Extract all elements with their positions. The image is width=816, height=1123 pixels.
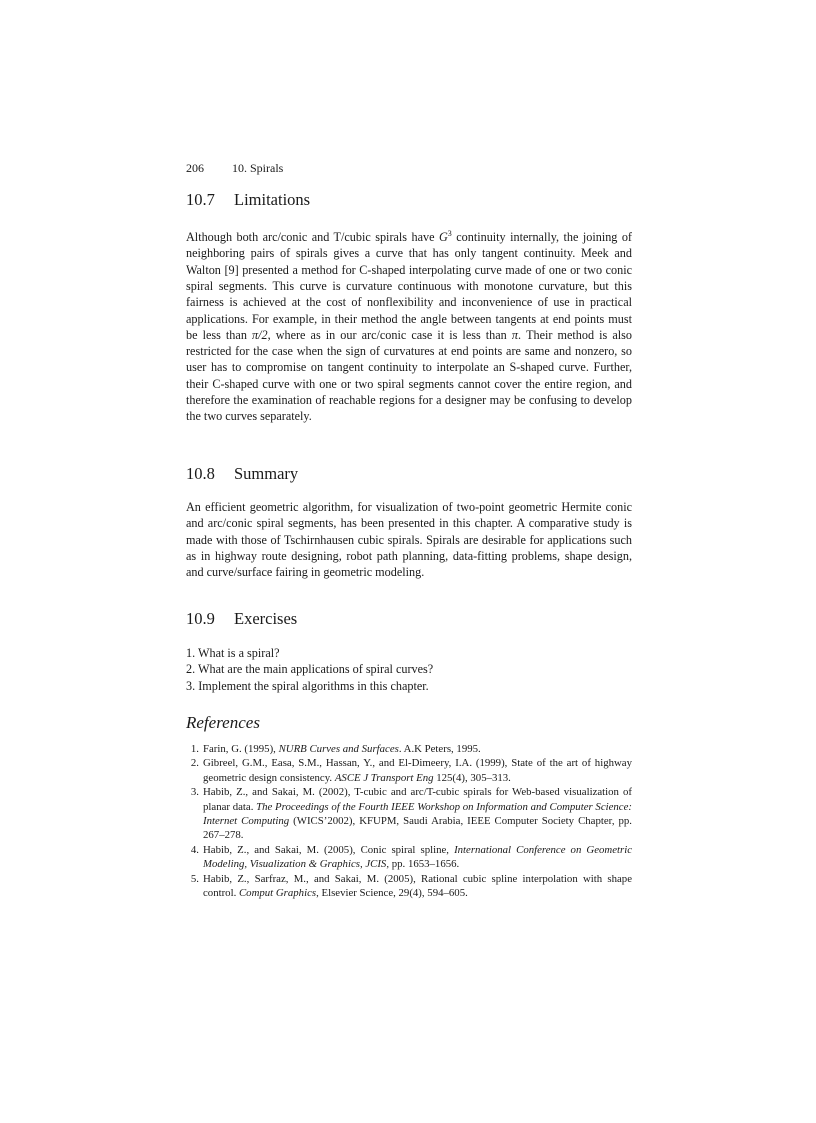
reference-text: Habib, Z., and Sakai, M. (2005), Conic spiral spline,: [203, 843, 455, 856]
reference-text: Gibreel, G.M., Easa, S.M., Hassan, Y., and El-Dimeery, I.A. (1999), State of the art of highway geometric design consistency.: [203, 757, 632, 784]
reference-number: 4.: [190, 843, 199, 856]
reference-text: Habib, Z., and Sakai, M. (2002), T-cubic and arc/T-cubic spirals for Web-based visualization of planar data.: [203, 786, 632, 813]
page-number: 206: [186, 161, 204, 175]
summary-paragraph: An efficient geometric algorithm, for visualization of two-point geometric Hermite conic and arc/conic spiral segments, has been presented in this chapter. A comparative study is made with those of Tschirnhausen cubic spirals. Spirals are desirable for applications such as in highway route designing, robot path planning, data-fitting problems, shape design, and curve/surface fairing in geometric modeling.: [186, 500, 632, 580]
exercise-item: 3. Implement the spiral algorithms in this chapter.: [186, 678, 429, 693]
text-run: continuity internally, the joining of neighboring pairs of spirals gives a curve that has only tangent continuity. Meek and Walton [9] presented a method for C-shaped interpolating curve made of one or two conic spiral segments. This curve is curvature continuous with monotone curvature, but this fairness is achieved at the cost of nonflexibility and inconvenience of use in practical applications. For example, in their method the angle between tangents at end points must be less than: [186, 230, 632, 342]
section-number: 10.7: [186, 190, 215, 209]
reference-text: pp. 1653–1656.: [389, 858, 460, 871]
reference-number: 3.: [190, 786, 199, 799]
limitations-paragraph: [186, 226, 632, 425]
exercise-item: 2. What are the main applications of spiral curves?: [186, 662, 434, 677]
reference-text: Habib, Z., Sarfraz, M., and Sakai, M. (2005), Rational cubic spline interpolation with shape control.: [203, 872, 632, 900]
math-symbol: π: [511, 327, 518, 342]
section-number: 10.9: [186, 609, 215, 628]
reference-number: 5.: [190, 872, 199, 885]
reference-text: , Elsevier Science, 29(4), 594–605.: [316, 887, 468, 900]
section-title: Exercises: [234, 609, 298, 628]
section-heading-exercises: [186, 609, 297, 629]
reference-text: (WICS’2002), KFUPM, Saudi Arabia, IEEE Computer Society Chapter, pp. 267–278.: [203, 815, 633, 842]
reference-item: [186, 756, 632, 785]
reference-title: Comput Graphics: [238, 887, 317, 900]
math-symbol: G: [438, 230, 448, 245]
exercise-list: [186, 645, 433, 694]
reference-item: [186, 785, 632, 843]
section-number: 10.8: [186, 464, 215, 483]
section-heading-limitations: [186, 190, 310, 210]
reference-title: International Conference on Geometric Modeling, Visualization & Graphics, JCIS,: [203, 843, 632, 871]
text-run: . Their method is also restricted for the case when the sign of curvatures at end points are same and nonzero, so user has to compromise on tangent continuity to interpolate an S-shaped curve. Further, their C-shaped curve with one or two spiral segments cannot cover the entire region, and therefore the examination of reachable regions for a designer may be confusing to develop the two curves separately.: [186, 327, 632, 424]
section-title: Summary: [234, 464, 299, 483]
reference-number: 2.: [190, 757, 199, 770]
running-head: [186, 161, 283, 176]
reference-title: NURB Curves and Surfaces: [278, 743, 399, 755]
math-superscript: 3: [447, 229, 452, 238]
math-symbol: π/2: [251, 327, 268, 342]
exercise-item: 1. What is a spiral?: [186, 646, 280, 660]
reference-title: ASCE J Transport Eng: [334, 771, 434, 784]
reference-title: The Proceedings of the Fourth IEEE Workshop on Information and Computer Science: Internet Computing: [203, 800, 632, 828]
section-title: Limitations: [234, 190, 311, 209]
text-run: , where as in our arc/conic case it is less than: [267, 327, 512, 342]
reference-item: [186, 872, 632, 901]
reference-list: [186, 742, 632, 900]
reference-text: 125(4), 305–313.: [433, 771, 511, 784]
reference-text: Farin, G. (1995),: [203, 743, 279, 755]
chapter-title: 10. Spirals: [232, 161, 284, 175]
reference-item: [186, 742, 632, 756]
reference-text: . A.K Peters, 1995.: [398, 743, 481, 755]
reference-number: 1.: [190, 743, 199, 755]
references-heading: References: [186, 713, 260, 732]
section-heading-summary: [186, 464, 298, 484]
text-run: Although both arc/conic and T/cubic spirals have: [186, 230, 439, 245]
reference-item: [186, 843, 632, 872]
